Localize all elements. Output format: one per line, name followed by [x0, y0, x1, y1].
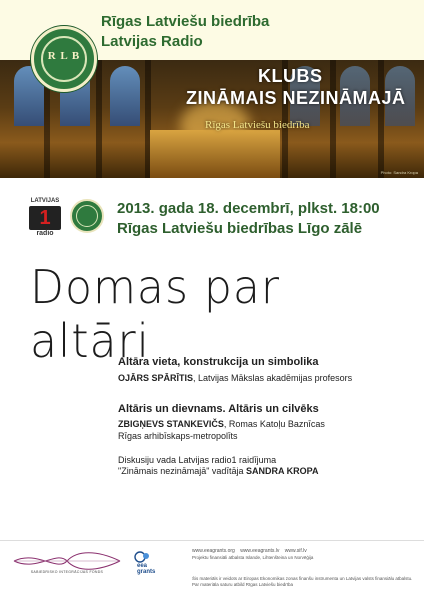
- club-organizer: Rīgas Latviešu biedrība: [205, 119, 310, 131]
- emblem-ring: [76, 205, 98, 227]
- event-venue: Rīgas Latviešu biedrības Līgo zālē: [117, 220, 363, 237]
- moderator-prefix: "Zināmais nezināmajā" vadītāja: [118, 466, 246, 476]
- eea-label-1: eea: [137, 563, 148, 569]
- window-arch: [110, 66, 140, 126]
- eea-grants-logo: [132, 550, 160, 576]
- sif-wave-icon: [12, 552, 122, 570]
- org-name-rlb: Rīgas Latviešu biedrība: [101, 13, 270, 30]
- eea-label: [137, 563, 155, 575]
- footer-divider: [0, 540, 424, 541]
- topic-2-speaker-line: [118, 419, 325, 429]
- footer-disclaimer: Šis materiāls ir veidots ar Eiropas Ekonomikas zonas finanšu instrumenta un Latvijas valsts finansiālu atbalstu. Par materiāla saturu atbild Rīgas Latviešu biedrība: [192, 576, 413, 587]
- eea-label-2: grants: [137, 569, 156, 575]
- footer-funding-note: Projektu finansiāli atbalsta Islande, Lihtenšteina un Norvēģija: [192, 555, 314, 560]
- rlb-emblem-icon: [31, 26, 97, 92]
- pillar: [330, 60, 336, 178]
- topic-1-speaker: OJĀRS SPĀRĪTIS: [118, 373, 194, 383]
- eea-swirl-icon: [132, 550, 160, 564]
- footer-urls: www.eeagrants.org www.eeagrants.lv www.sif.lv: [192, 548, 307, 554]
- topic-1-role: , Latvijas Mākslas akadēmijas profesors: [193, 373, 353, 383]
- poster-title: Domas par altāri: [30, 260, 281, 368]
- org-name-radio: Latvijas Radio: [101, 33, 203, 50]
- topic-1-speaker-line: [118, 373, 352, 383]
- latvijas-radio1-logo: [26, 198, 64, 240]
- topic-2-role-line2: Rīgas arhibīskaps-metropolīts: [118, 431, 238, 441]
- emblem-letters: R L B: [47, 50, 81, 62]
- pillar: [378, 60, 384, 178]
- topic-2-title: Altāris un dievnams. Altāris un cilvēks: [118, 403, 319, 415]
- event-date: 2013. gada 18. decembrī, plkst. 18:00: [117, 200, 380, 217]
- topic-2-speaker: ZBIGŅEVS STANKEVIČS: [118, 419, 224, 429]
- moderator-name: SANDRA KROPA: [245, 466, 319, 476]
- topic-1-title: Altāra vieta, konstrukcija un simbolika: [118, 356, 319, 368]
- altar-shape: [150, 130, 280, 178]
- club-label: KLUBS: [258, 66, 323, 86]
- radio-logo-bottom: radio: [36, 230, 54, 237]
- radio-logo-number: 1: [39, 207, 51, 229]
- topic-2-role: , Romas Katoļu Baznīcas: [223, 419, 325, 429]
- radio-logo-top: LATVIJAS: [30, 198, 60, 204]
- moderator-line-2: [118, 466, 318, 476]
- moderator-line-1: Diskusiju vada Latvijas radio1 raidījuma: [118, 455, 277, 465]
- pillar: [96, 60, 102, 178]
- club-name: ZINĀMAIS NEZINĀMAJĀ: [186, 88, 406, 108]
- sif-logo: [12, 552, 122, 578]
- sif-caption: SABIEDRISKO INTEGRĀCIJAS FONDS: [30, 570, 104, 574]
- photo-credit: Photo: Sandra Kropa: [380, 170, 418, 175]
- rlb-emblem-small-icon: [70, 199, 104, 233]
